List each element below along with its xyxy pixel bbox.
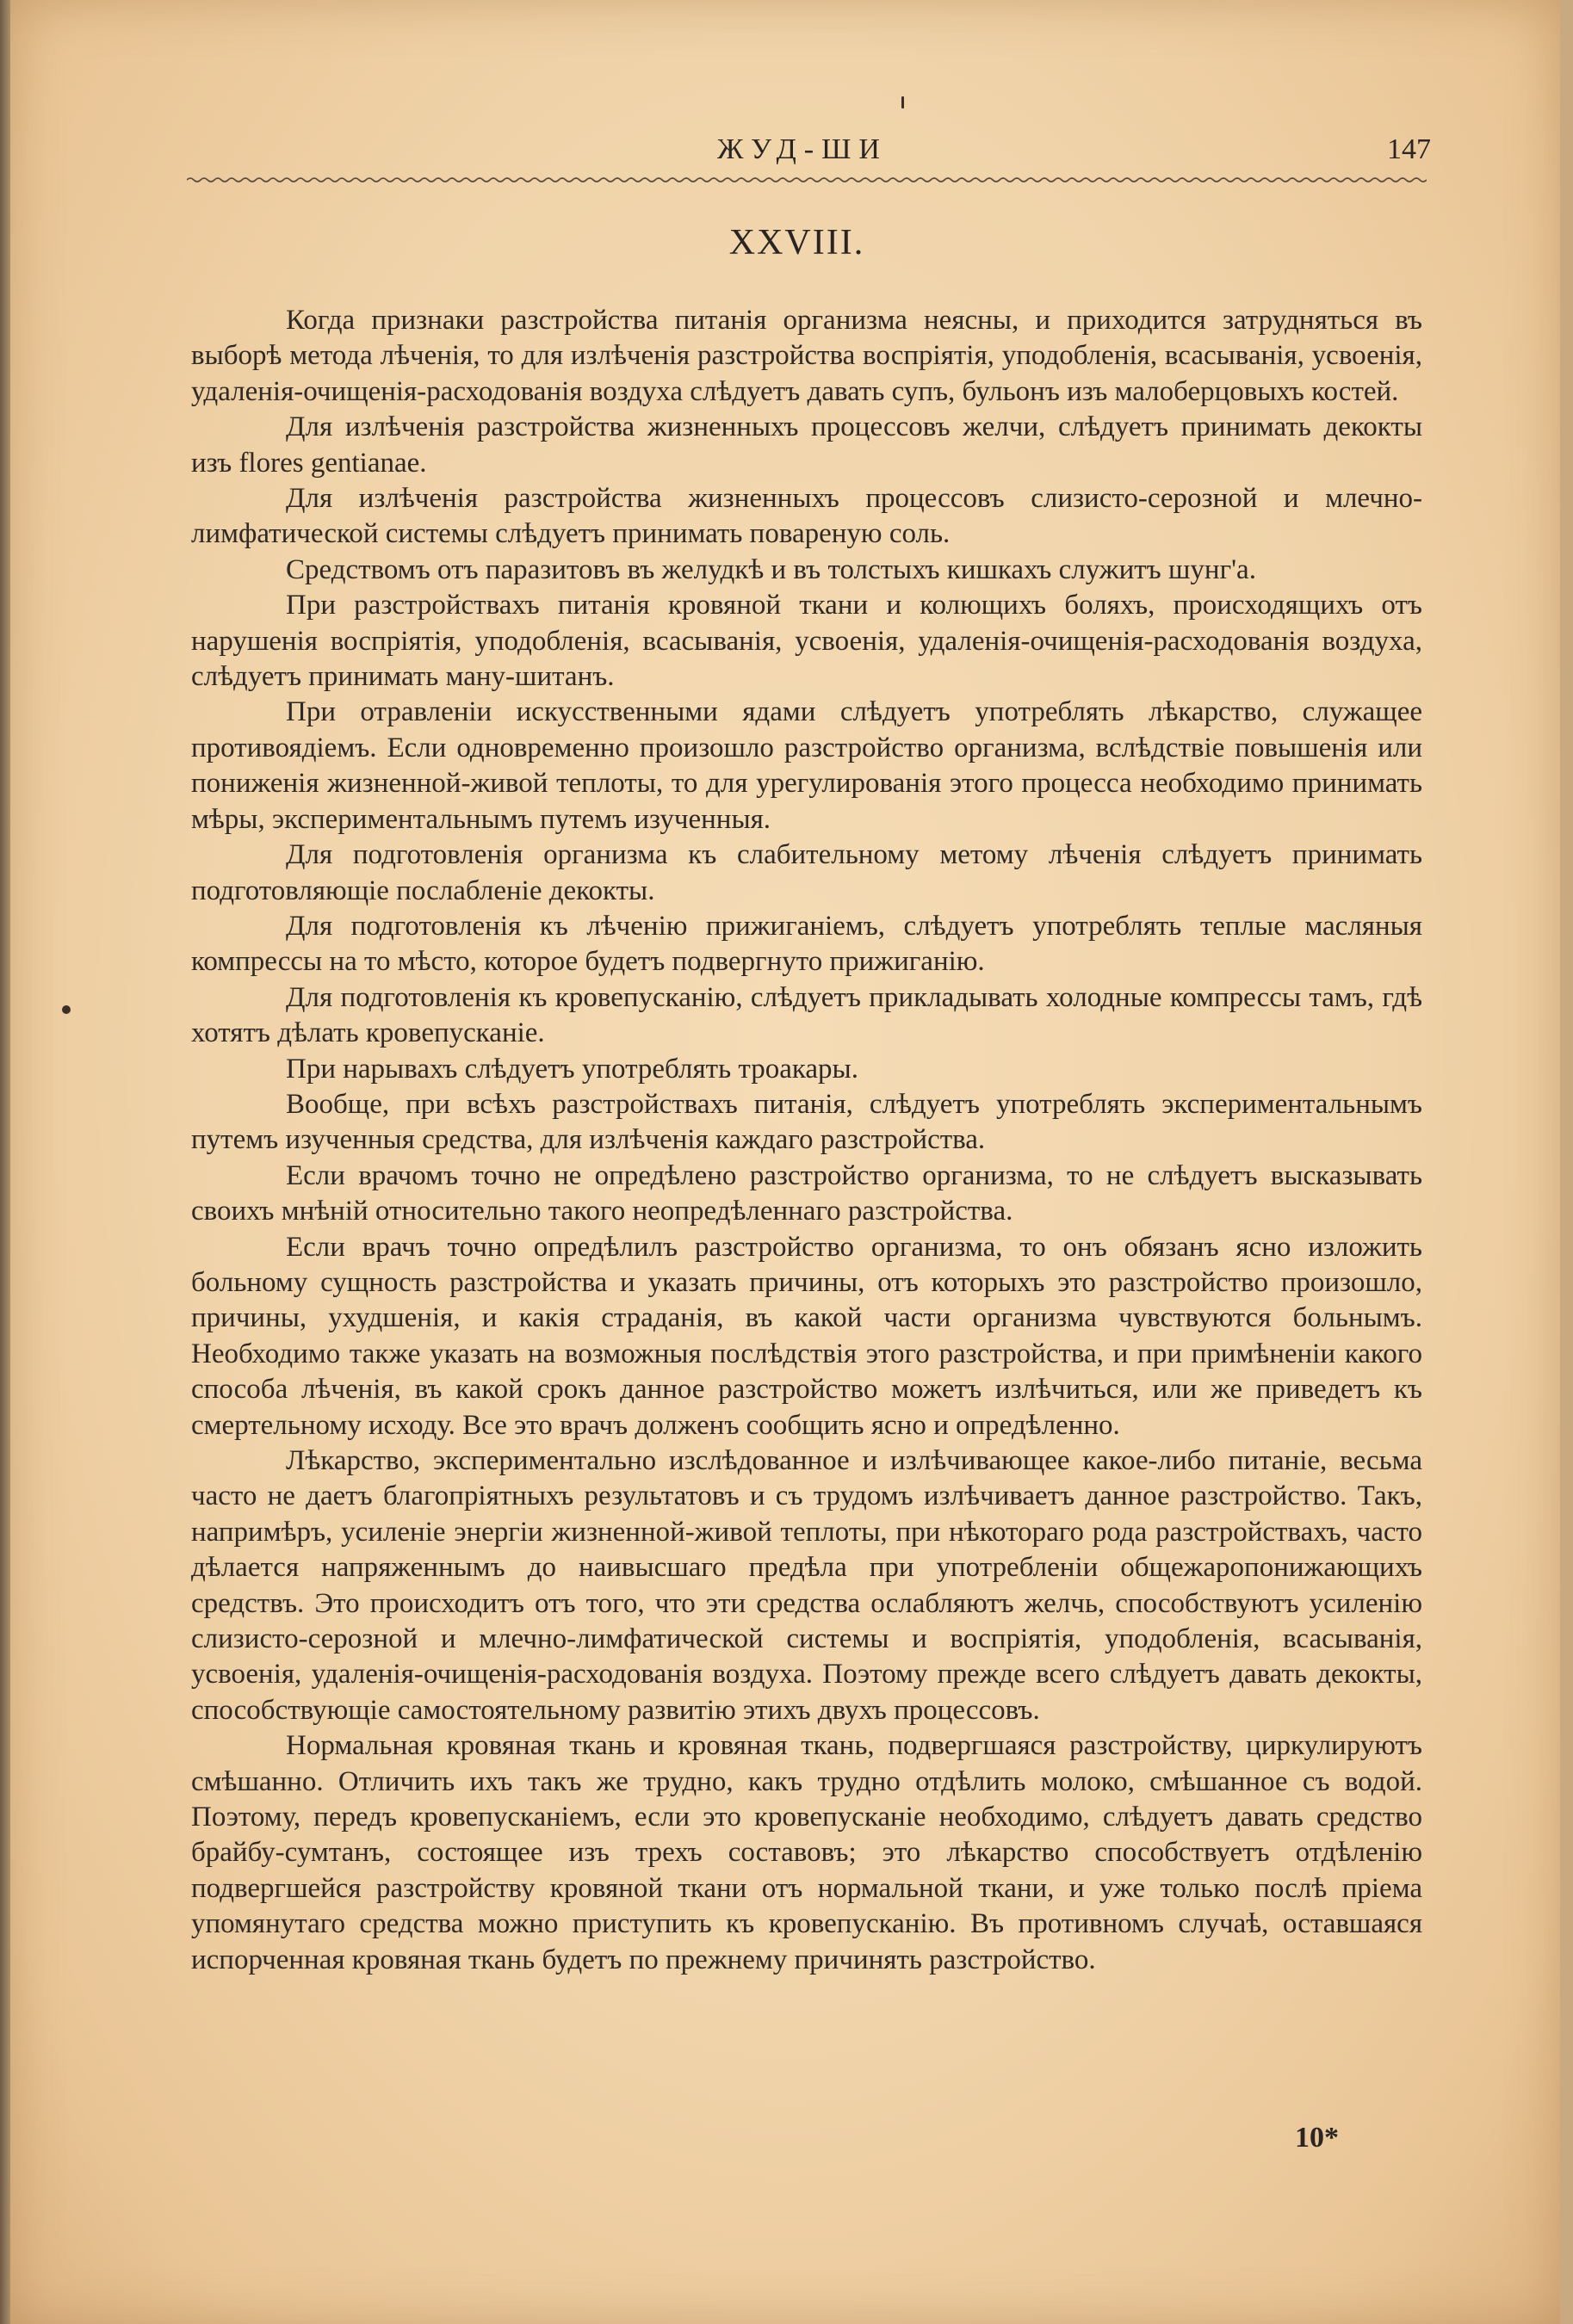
paragraph: Средствомъ отъ паразитовъ въ желудкѣ и въ толстыхъ кишкахъ служитъ шунг'а. bbox=[286, 553, 1256, 585]
paragraph: Лѣкарство, экспериментально изслѣдованное и излѣчивающее какое-либо питаніе, весьма часто не даетъ благопріятныхъ результатовъ и съ трудомъ излѣчиваетъ данное разстройство. Такъ, напримѣръ, усиленіе энергіи жизненной-живой теплоты, при нѣкотораго рода разстройствахъ, часто дѣлается напряженнымъ до наивысшаго предѣла при употребленіи общежаропонижающихъ средствъ. Это происходитъ отъ того, что эти средства ослабляютъ желчь, способствуютъ усиленію слизисто-серозной и млечно-лимфатической системы и воспріятія, уподобленія, всасыванія, усвоенія, удаленія-очищенія-расходованія воздуха. Поэтому прежде всего слѣдуетъ давать декокты, способствующіе самостоятельному развитію этихъ двухъ процессовъ. bbox=[191, 1445, 1422, 1726]
paragraph: Для подготовленія къ кровепусканію, слѣдуетъ прикладывать холодные компрессы тамъ, гдѣ хотятъ дѣлать кровепусканіе. bbox=[191, 981, 1422, 1049]
paragraph: При отравленіи искусственными ядами слѣдуетъ употреблять лѣкарство, служащее противоядіемъ. Если одновременно произошло разстройство организма, вслѣдствіе повышенія или пониженія жизненной-живой теплоты, то для урегулированія этого процесса необходимо принимать мѣры, экспериментальнымъ путемъ изученныя. bbox=[191, 696, 1422, 835]
signature-mark: 10* bbox=[1295, 2122, 1339, 2154]
ink-speck bbox=[901, 96, 904, 108]
paragraph: При разстройствахъ питанія кровяной ткани и колющихъ боляхъ, происходящихъ отъ нарушенія воспріятія, уподобленія, всасыванія, усвоенія, удаленія-очищенія-расходованія воздуха, слѣдуетъ принимать ману-шитанъ. bbox=[191, 590, 1422, 693]
running-title: ЖУД-ШИ bbox=[717, 133, 888, 165]
wavy-rule-divider bbox=[187, 176, 1427, 184]
paragraph: Если врачомъ точно не опредѣлено разстройство организма, то не слѣдуетъ высказывать своихъ мнѣній относительно такого неопредѣленнаго разстройства. bbox=[191, 1159, 1422, 1227]
body-text bbox=[191, 303, 1422, 1978]
book-page bbox=[10, 0, 1560, 2324]
paragraph: Для подготовленія къ лѣченію прижиганіемъ, слѣдуетъ употреблять теплые масляныя компрессы на то мѣсто, которое будетъ подвергнуто прижиганію. bbox=[191, 910, 1422, 978]
page-binding-edge bbox=[0, 0, 10, 2324]
ink-speck bbox=[62, 1005, 71, 1014]
chapter-heading: XXVIII. bbox=[728, 223, 865, 263]
paragraph: Когда признаки разстройства питанія организма неясны, и приходится затрудняться въ выборѣ метода лѣченія, то для излѣченія разстройства воспріятія, уподобленія, всасыванія, усвоенія, удаленія-очищенія-расходованія воздуха слѣдуетъ давать супъ, бульонъ изъ малоберцовыхъ костей. bbox=[191, 305, 1422, 407]
paragraph: При нарывахъ слѣдуетъ употреблять троакары. bbox=[286, 1053, 858, 1085]
page-number: 147 bbox=[1387, 133, 1431, 165]
paragraph: Вообще, при всѣхъ разстройствахъ питанія, слѣдуетъ употреблять экспериментальнымъ путемъ изученныя средства, для излѣченія каждаго разстройства. bbox=[191, 1088, 1422, 1156]
running-head bbox=[174, 133, 1431, 176]
paragraph: Для излѣченія разстройства жизненныхъ процессовъ желчи, слѣдуетъ принимать декокты изъ flores gentianae. bbox=[191, 411, 1422, 479]
paragraph: Для подготовленія организма къ слабительному метому лѣченія слѣдуетъ принимать подготовляющіе послабленіе декокты. bbox=[191, 839, 1422, 906]
paragraph: Нормальная кровяная ткань и кровяная ткань, подвергшаяся разстройству, циркулируютъ смѣшанно. Отличить ихъ такъ же трудно, какъ трудно отдѣлить молоко, смѣшанное съ водой. Поэтому, передъ кровепусканіемъ, если это кровепусканіе необходимо, слѣдуетъ давать средство брайбу-сумтанъ, состоящее изъ трехъ составовъ; это лѣкарство способствуетъ отдѣленію подвергшейся разстройству кровяной ткани отъ нормальной ткани, и уже только послѣ пріема упомянутаго средства можно приступить къ кровепусканію. Въ противномъ случаѣ, оставшаяся испорченная кровяная ткань будетъ по прежнему причинять разстройство. bbox=[191, 1730, 1422, 1975]
paragraph: Если врачъ точно опредѣлилъ разстройство организма, то онъ обязанъ ясно изложить больному сущность разстройства и указать причины, отъ которыхъ это разстройство произошло, причины, ухудшенія, и какія страданія, въ какой части организма чувствуются больнымъ. Необходимо также указать на возможныя послѣдствія этого разстройства, и при примѣненіи какого способа лѣченія, въ какой срокъ данное разстройство можетъ излѣчиться, или же приведетъ къ смертельному исходу. Все это врачъ долженъ сообщить ясно и опредѣленно. bbox=[191, 1231, 1422, 1441]
paragraph: Для излѣченія разстройства жизненныхъ процессовъ слизисто-серозной и млечно-лимфатической системы слѣдуетъ принимать повареную соль. bbox=[191, 483, 1422, 550]
